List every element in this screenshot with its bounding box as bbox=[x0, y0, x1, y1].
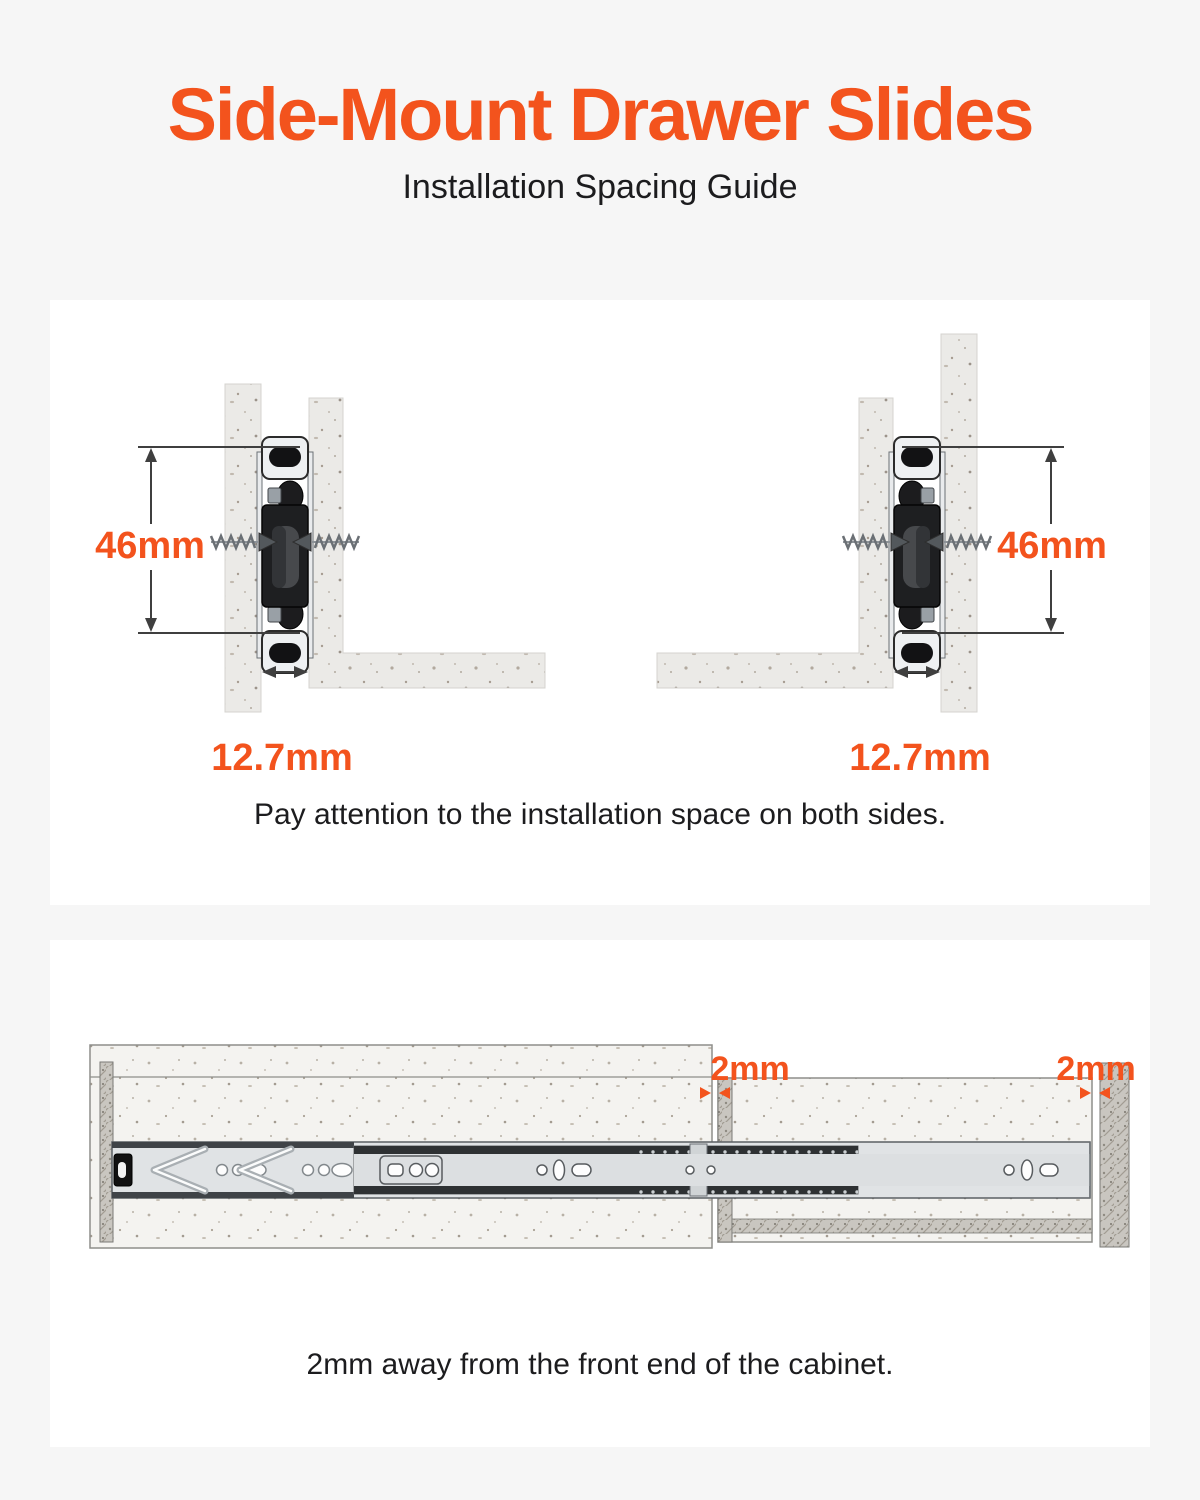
page-title: Side-Mount Drawer Slides bbox=[167, 73, 1033, 156]
spacing-caption: Pay attention to the installation space on both sides. bbox=[253, 798, 947, 831]
left-cross-section-diagram bbox=[95, 384, 545, 779]
height-dimension-label: 46mm bbox=[997, 525, 1107, 567]
drawer-bottom-board bbox=[732, 1219, 1092, 1233]
rail-inner-member bbox=[354, 1154, 1090, 1186]
ball-bearing-strip bbox=[636, 1186, 858, 1194]
front-gap-label-left: 2mm bbox=[710, 1050, 790, 1088]
spacing-guide-panel bbox=[50, 300, 1150, 905]
side-gap-label: 12.7mm bbox=[849, 737, 991, 779]
drawer-slide-rail bbox=[112, 1142, 1090, 1198]
right-cross-section-diagram bbox=[657, 334, 1107, 779]
cabinet-side-board bbox=[941, 334, 977, 712]
front-gap-caption: 2mm away from the front end of the cabinet. bbox=[306, 1348, 894, 1381]
page-subtitle: Installation Spacing Guide bbox=[402, 168, 798, 206]
cabinet-back-wall bbox=[100, 1062, 113, 1242]
side-gap-label: 12.7mm bbox=[211, 737, 353, 779]
front-gap-panel bbox=[50, 940, 1150, 1447]
height-dimension-label: 46mm bbox=[95, 525, 205, 567]
ball-bearing-strip bbox=[636, 1146, 858, 1154]
cabinet-side-board bbox=[225, 384, 261, 712]
front-gap-label-right: 2mm bbox=[1056, 1050, 1136, 1088]
